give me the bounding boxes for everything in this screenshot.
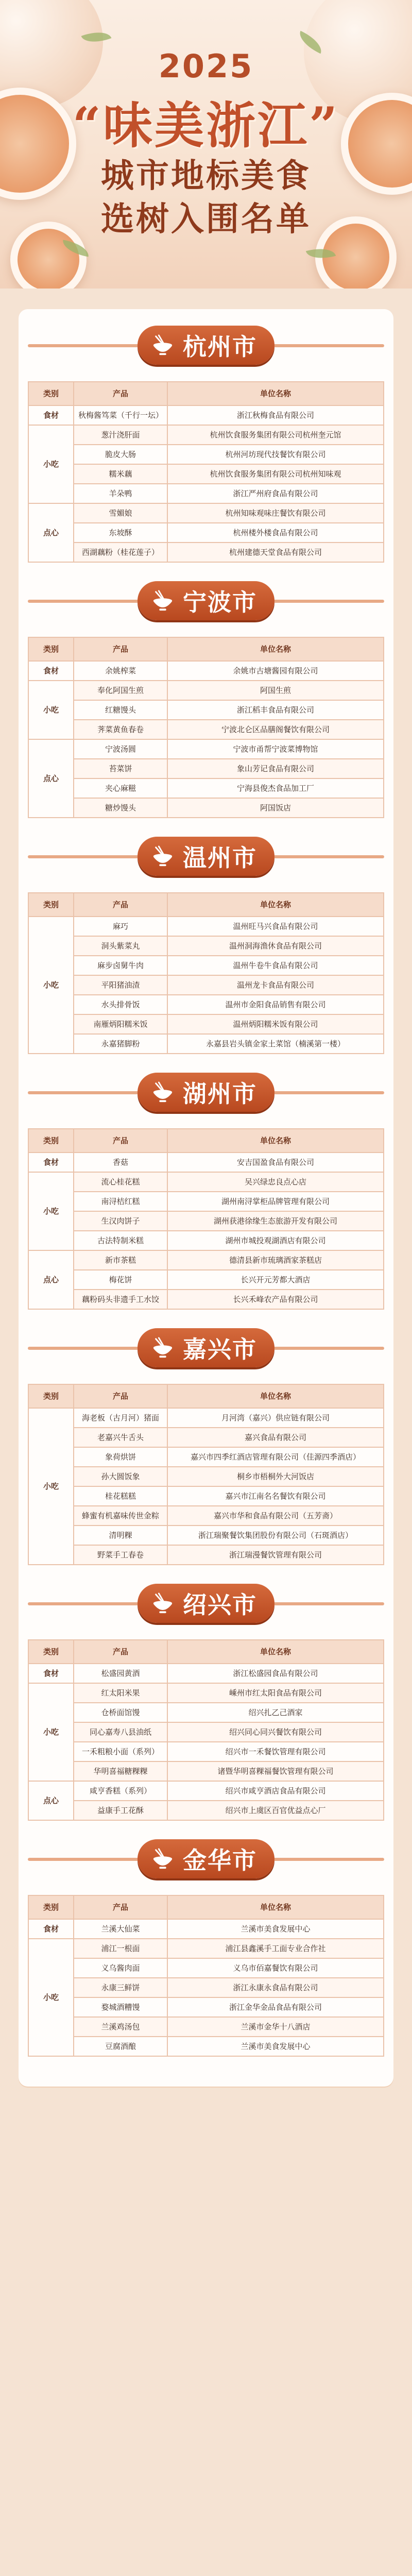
product-cell: 糯米藕 bbox=[74, 464, 167, 484]
table-header-row bbox=[28, 1895, 384, 1919]
product-cell: 南雁炳阳糯米饭 bbox=[74, 1014, 167, 1034]
product-cell: 蜂蜜有机嘉味传世金粽 bbox=[74, 1506, 167, 1526]
awardee-table bbox=[28, 1639, 384, 1821]
unit-cell: 绍兴市上虞区百官优益点心厂 bbox=[167, 1801, 384, 1820]
header-category: 类别 bbox=[28, 1384, 74, 1408]
product-cell: 浦江一根面 bbox=[74, 1939, 167, 1958]
product-cell: 梅花饼 bbox=[74, 1270, 167, 1290]
table-row bbox=[28, 1683, 384, 1703]
header-unit: 单位名称 bbox=[167, 1895, 384, 1919]
category-cell: 食材 bbox=[28, 1153, 74, 1172]
city-name: 嘉兴市 bbox=[183, 1335, 257, 1363]
unit-cell: 温州旺马兴食品有限公司 bbox=[167, 917, 384, 936]
city-title-badge bbox=[138, 1839, 274, 1878]
product-cell: 平阳猪油渣 bbox=[74, 975, 167, 995]
awardee-table bbox=[28, 1128, 384, 1310]
unit-cell: 长兴开元芳都大酒店 bbox=[167, 1270, 384, 1290]
product-cell: 红糖馒头 bbox=[74, 700, 167, 720]
city-title-badge bbox=[138, 1584, 274, 1623]
hero-title bbox=[0, 155, 412, 241]
product-cell: 生汉肉饼子 bbox=[74, 1211, 167, 1231]
product-cell: 新市茶糕 bbox=[74, 1250, 167, 1270]
city-section bbox=[28, 321, 384, 563]
product-cell: 香菇 bbox=[74, 1153, 167, 1172]
header-ribbon bbox=[261, 1858, 384, 1861]
city-name: 金华市 bbox=[183, 1846, 257, 1874]
header-ribbon bbox=[28, 1602, 151, 1605]
product-cell: 流心桂花糕 bbox=[74, 1172, 167, 1192]
city-title-badge bbox=[138, 581, 274, 620]
table-row bbox=[28, 503, 384, 523]
table-row bbox=[28, 1231, 384, 1250]
city-section bbox=[28, 577, 384, 818]
product-cell: 荠菜黄鱼春卷 bbox=[74, 720, 167, 739]
product-cell: 清明粿 bbox=[74, 1526, 167, 1545]
unit-cell: 浦江县鑫溪手工面专业合作社 bbox=[167, 1939, 384, 1958]
city-title-badge bbox=[138, 326, 274, 365]
table-header-row bbox=[28, 382, 384, 405]
city-section bbox=[28, 1580, 384, 1821]
header-category: 类别 bbox=[28, 382, 74, 405]
product-cell: 咸亨香糕（系列） bbox=[74, 1781, 167, 1801]
table-row bbox=[28, 1467, 384, 1486]
city-header bbox=[28, 1580, 384, 1628]
unit-cell: 桐乡市梧桐外大河饭店 bbox=[167, 1467, 384, 1486]
table-row bbox=[28, 1939, 384, 1958]
unit-cell: 浙江瑞聚餐饮集团股份有限公司（石斑酒店） bbox=[167, 1526, 384, 1545]
product-cell: 永康三鲜饼 bbox=[74, 1978, 167, 1997]
hero-year: 2025 bbox=[158, 47, 254, 85]
table-row bbox=[28, 1447, 384, 1467]
table-row bbox=[28, 995, 384, 1014]
city-title-badge bbox=[138, 1328, 274, 1367]
table-row bbox=[28, 1428, 384, 1447]
product-cell: 兰溪大仙菜 bbox=[74, 1919, 167, 1939]
unit-cell: 余姚市古塘酱园有限公司 bbox=[167, 661, 384, 681]
awardee-table bbox=[28, 637, 384, 818]
table-row bbox=[28, 1978, 384, 1997]
unit-cell: 象山芳记食品有限公司 bbox=[167, 759, 384, 778]
unit-cell: 安吉国盈食品有限公司 bbox=[167, 1153, 384, 1172]
table-row bbox=[28, 1211, 384, 1231]
city-name: 湖州市 bbox=[183, 1080, 257, 1108]
table-row bbox=[28, 1526, 384, 1545]
awardee-table bbox=[28, 1384, 384, 1565]
table-row bbox=[28, 1958, 384, 1978]
city-section bbox=[28, 1324, 384, 1565]
table-row bbox=[28, 720, 384, 739]
header-ribbon bbox=[28, 344, 151, 347]
unit-cell: 温州市金阳食品销售有限公司 bbox=[167, 995, 384, 1014]
product-cell: 麻巧 bbox=[74, 917, 167, 936]
category-cell: 点心 bbox=[28, 739, 74, 818]
city-name: 温州市 bbox=[183, 844, 257, 872]
header-product: 产品 bbox=[74, 1640, 167, 1664]
header-product: 产品 bbox=[74, 1384, 167, 1408]
table-row bbox=[28, 1408, 384, 1428]
city-header bbox=[28, 321, 384, 370]
product-cell: 水头排骨饭 bbox=[74, 995, 167, 1014]
header-ribbon bbox=[28, 1347, 151, 1350]
table-row bbox=[28, 1742, 384, 1761]
city-section bbox=[28, 833, 384, 1054]
unit-cell: 嘉兴食品有限公司 bbox=[167, 1428, 384, 1447]
product-cell: 兰溪鸡汤包 bbox=[74, 2017, 167, 2037]
table-row bbox=[28, 543, 384, 562]
product-cell: 南浔桔红糕 bbox=[74, 1192, 167, 1211]
unit-cell: 浙江秋梅食品有限公司 bbox=[167, 405, 384, 425]
category-cell: 小吃 bbox=[28, 1408, 74, 1565]
page-footer-space bbox=[0, 2087, 412, 2117]
table-row bbox=[28, 445, 384, 464]
header-ribbon bbox=[261, 600, 384, 603]
rice-bowl-icon bbox=[151, 1591, 175, 1615]
unit-cell: 温州洞海渔休食品有限公司 bbox=[167, 936, 384, 956]
unit-cell: 义乌市佰嘉餐饮有限公司 bbox=[167, 1958, 384, 1978]
unit-cell: 浙江严州府食品有限公司 bbox=[167, 484, 384, 503]
header-product: 产品 bbox=[74, 893, 167, 917]
unit-cell: 嵊州市红太阳食品有限公司 bbox=[167, 1683, 384, 1703]
table-row bbox=[28, 956, 384, 975]
product-cell: 羊朵鸭 bbox=[74, 484, 167, 503]
unit-cell: 杭州河坊现代技餐饮有限公司 bbox=[167, 445, 384, 464]
unit-cell: 杭州饮食服务集团有限公司杭州知味观 bbox=[167, 464, 384, 484]
table-row bbox=[28, 681, 384, 700]
unit-cell: 嘉兴市华和食品有限公司（五芳斋） bbox=[167, 1506, 384, 1526]
product-cell: 象荷烘饼 bbox=[74, 1447, 167, 1467]
header-ribbon bbox=[261, 1347, 384, 1350]
unit-cell: 绍兴同心同兴餐饮有限公司 bbox=[167, 1722, 384, 1742]
table-row bbox=[28, 1192, 384, 1211]
product-cell: 永嘉猪脚粉 bbox=[74, 1034, 167, 1054]
header-ribbon bbox=[261, 1602, 384, 1605]
unit-cell: 兰溪市美食发展中心 bbox=[167, 2037, 384, 2056]
header-unit: 单位名称 bbox=[167, 637, 384, 661]
unit-cell: 湖州获港徐缘生态旅游开发有限公司 bbox=[167, 1211, 384, 1231]
category-cell: 食材 bbox=[28, 405, 74, 425]
product-cell: 海老板（古月河）猪面 bbox=[74, 1408, 167, 1428]
table-row bbox=[28, 484, 384, 503]
product-cell: 婺城酒糟馒 bbox=[74, 1997, 167, 2017]
header-unit: 单位名称 bbox=[167, 1129, 384, 1153]
unit-cell: 阿国饭店 bbox=[167, 798, 384, 818]
category-cell: 食材 bbox=[28, 1664, 74, 1683]
unit-cell: 嘉兴市江南名名餐饮有限公司 bbox=[167, 1486, 384, 1506]
table-row bbox=[28, 1781, 384, 1801]
product-cell: 义乌酱肉面 bbox=[74, 1958, 167, 1978]
product-cell: 藕粉码头非遗手工水饺 bbox=[74, 1290, 167, 1309]
category-cell: 点心 bbox=[28, 1250, 74, 1309]
city-name: 宁波市 bbox=[183, 588, 257, 616]
table-row bbox=[28, 700, 384, 720]
product-cell: 秋梅酱笃菜（千行一坛） bbox=[74, 405, 167, 425]
product-cell: 老嘉兴牛舌头 bbox=[74, 1428, 167, 1447]
table-header-row bbox=[28, 1640, 384, 1664]
header-category: 类别 bbox=[28, 1129, 74, 1153]
city-header bbox=[28, 833, 384, 881]
table-row bbox=[28, 1703, 384, 1722]
hero-title-line1: 城市地标美食 bbox=[101, 157, 311, 195]
city-title-badge bbox=[138, 837, 274, 876]
table-row bbox=[28, 1919, 384, 1939]
header-product: 产品 bbox=[74, 1895, 167, 1919]
product-cell: 益康手工花酥 bbox=[74, 1801, 167, 1820]
awardee-table bbox=[28, 892, 384, 1054]
header-category: 类别 bbox=[28, 893, 74, 917]
product-cell: 华明喜福糖粿粿 bbox=[74, 1761, 167, 1781]
category-cell: 食材 bbox=[28, 661, 74, 681]
category-cell: 小吃 bbox=[28, 1939, 74, 2056]
city-name: 杭州市 bbox=[183, 333, 257, 361]
city-header bbox=[28, 577, 384, 625]
rice-bowl-icon bbox=[151, 1336, 175, 1360]
header-unit: 单位名称 bbox=[167, 1640, 384, 1664]
city-name: 绍兴市 bbox=[183, 1591, 257, 1619]
table-row bbox=[28, 1250, 384, 1270]
awardee-table bbox=[28, 1895, 384, 2057]
header-product: 产品 bbox=[74, 382, 167, 405]
product-cell: 奉化阿国生煎 bbox=[74, 681, 167, 700]
product-cell: 麻步卤舅牛肉 bbox=[74, 956, 167, 975]
table-row bbox=[28, 1290, 384, 1309]
category-cell: 食材 bbox=[28, 1919, 74, 1939]
hero-slogan: “味美浙江” bbox=[72, 96, 340, 155]
unit-cell: 宁波北仑区品膳阁餐饮有限公司 bbox=[167, 720, 384, 739]
category-cell: 点心 bbox=[28, 1781, 74, 1820]
table-header-row bbox=[28, 637, 384, 661]
product-cell: 红太阳米果 bbox=[74, 1683, 167, 1703]
product-cell: 洞头紫菜丸 bbox=[74, 936, 167, 956]
product-cell: 仓桥面馆馒 bbox=[74, 1703, 167, 1722]
table-row bbox=[28, 1270, 384, 1290]
header-category: 类别 bbox=[28, 637, 74, 661]
product-cell: 古法特制米糕 bbox=[74, 1231, 167, 1250]
rice-bowl-icon bbox=[151, 1080, 175, 1104]
table-row bbox=[28, 1506, 384, 1526]
product-cell: 豆腐酒酿 bbox=[74, 2037, 167, 2056]
table-row bbox=[28, 405, 384, 425]
header-ribbon bbox=[28, 1858, 151, 1861]
table-row bbox=[28, 917, 384, 936]
header-ribbon bbox=[261, 1091, 384, 1094]
unit-cell: 杭州饮食服务集团有限公司杭州奎元馆 bbox=[167, 425, 384, 445]
unit-cell: 嘉兴市四季红酒店管理有限公司（佳源四季酒店） bbox=[167, 1447, 384, 1467]
city-header bbox=[28, 1069, 384, 1117]
city-section bbox=[28, 1069, 384, 1310]
table-header-row bbox=[28, 893, 384, 917]
table-row bbox=[28, 759, 384, 778]
rice-bowl-icon bbox=[151, 333, 175, 357]
header-category: 类别 bbox=[28, 1895, 74, 1919]
header-ribbon bbox=[28, 600, 151, 603]
product-cell: 一禾粗粮小面（系列） bbox=[74, 1742, 167, 1761]
table-row bbox=[28, 425, 384, 445]
unit-cell: 绍兴扎乙己酒家 bbox=[167, 1703, 384, 1722]
table-row bbox=[28, 1172, 384, 1192]
unit-cell: 浙江松盛园食品有限公司 bbox=[167, 1664, 384, 1683]
product-cell: 葱汁浇肝面 bbox=[74, 425, 167, 445]
table-row bbox=[28, 1761, 384, 1781]
unit-cell: 月河湾（嘉兴）供应链有限公司 bbox=[167, 1408, 384, 1428]
table-row bbox=[28, 798, 384, 818]
unit-cell: 浙江瑞漫餐饮管理有限公司 bbox=[167, 1545, 384, 1565]
header-category: 类别 bbox=[28, 1640, 74, 1664]
header-ribbon bbox=[261, 344, 384, 347]
table-row bbox=[28, 739, 384, 759]
category-cell: 小吃 bbox=[28, 917, 74, 1054]
product-cell: 夹心麻糍 bbox=[74, 778, 167, 798]
unit-cell: 长兴禾峰农产品有限公司 bbox=[167, 1290, 384, 1309]
rice-bowl-icon bbox=[151, 1847, 175, 1871]
table-header-row bbox=[28, 1384, 384, 1408]
category-cell: 小吃 bbox=[28, 1683, 74, 1781]
hero-banner bbox=[0, 0, 412, 289]
table-row bbox=[28, 2017, 384, 2037]
table-row bbox=[28, 936, 384, 956]
list-card bbox=[19, 309, 393, 2087]
unit-cell: 绍兴市咸亨酒店食品有限公司 bbox=[167, 1781, 384, 1801]
table-row bbox=[28, 523, 384, 543]
header-unit: 单位名称 bbox=[167, 893, 384, 917]
product-cell: 孙大圆饭象 bbox=[74, 1467, 167, 1486]
header-ribbon bbox=[261, 855, 384, 858]
product-cell: 余姚榨菜 bbox=[74, 661, 167, 681]
city-header bbox=[28, 1324, 384, 1372]
unit-cell: 兰溪市美食发展中心 bbox=[167, 1919, 384, 1939]
city-section bbox=[28, 1835, 384, 2057]
rice-bowl-icon bbox=[151, 589, 175, 613]
unit-cell: 德清县新市琉璃酒家茶糕店 bbox=[167, 1250, 384, 1270]
table-row bbox=[28, 464, 384, 484]
unit-cell: 诸暨华明喜粿福餐饮管理有限公司 bbox=[167, 1761, 384, 1781]
product-cell: 同心嘉寿八县油纸 bbox=[74, 1722, 167, 1742]
product-cell: 苔菜饼 bbox=[74, 759, 167, 778]
category-cell: 小吃 bbox=[28, 425, 74, 503]
product-cell: 野菜手工春卷 bbox=[74, 1545, 167, 1565]
table-row bbox=[28, 1486, 384, 1506]
table-row bbox=[28, 1801, 384, 1820]
unit-cell: 湖州市城投观湖酒店有限公司 bbox=[167, 1231, 384, 1250]
unit-cell: 杭州楼外楼食品有限公司 bbox=[167, 523, 384, 543]
header-product: 产品 bbox=[74, 637, 167, 661]
table-row bbox=[28, 1153, 384, 1172]
unit-cell: 阿国生煎 bbox=[167, 681, 384, 700]
unit-cell: 温州牛卷牛食品有限公司 bbox=[167, 956, 384, 975]
rice-bowl-icon bbox=[151, 844, 175, 868]
header-unit: 单位名称 bbox=[167, 382, 384, 405]
product-cell: 雪媚娘 bbox=[74, 503, 167, 523]
unit-cell: 绍兴市一禾餐饮管理有限公司 bbox=[167, 1742, 384, 1761]
category-cell: 点心 bbox=[28, 503, 74, 562]
unit-cell: 温州龙卡食品有限公司 bbox=[167, 975, 384, 995]
unit-cell: 吴兴绿忠良点心店 bbox=[167, 1172, 384, 1192]
table-row bbox=[28, 1545, 384, 1565]
product-cell: 宁波汤圆 bbox=[74, 739, 167, 759]
table-row bbox=[28, 1722, 384, 1742]
header-ribbon bbox=[28, 855, 151, 858]
unit-cell: 湖州南浔掌柜品牌管理有限公司 bbox=[167, 1192, 384, 1211]
awardee-table bbox=[28, 381, 384, 563]
table-row bbox=[28, 1034, 384, 1054]
unit-cell: 浙江金华金品食品有限公司 bbox=[167, 1997, 384, 2017]
header-ribbon bbox=[28, 1091, 151, 1094]
unit-cell: 杭州知味观味庄餐饮有限公司 bbox=[167, 503, 384, 523]
table-row bbox=[28, 1997, 384, 2017]
unit-cell: 永嘉县岩头镇金家土菜馆（楠溪第一楼） bbox=[167, 1034, 384, 1054]
city-header bbox=[28, 1835, 384, 1884]
table-row bbox=[28, 1014, 384, 1034]
unit-cell: 温州炳阳糯米饭有限公司 bbox=[167, 1014, 384, 1034]
unit-cell: 杭州建德天堂食品有限公司 bbox=[167, 543, 384, 562]
header-unit: 单位名称 bbox=[167, 1384, 384, 1408]
unit-cell: 宁波市甬帮宁波菜博物馆 bbox=[167, 739, 384, 759]
header-product: 产品 bbox=[74, 1129, 167, 1153]
category-cell: 小吃 bbox=[28, 1172, 74, 1250]
table-row bbox=[28, 778, 384, 798]
hero-title-line2: 选树入围名单 bbox=[101, 200, 311, 239]
product-cell: 东坡酥 bbox=[74, 523, 167, 543]
table-row bbox=[28, 1664, 384, 1683]
product-cell: 西湖藕粉（桂花莲子） bbox=[74, 543, 167, 562]
category-cell: 小吃 bbox=[28, 681, 74, 739]
product-cell: 脆皮大肠 bbox=[74, 445, 167, 464]
table-row bbox=[28, 2037, 384, 2056]
unit-cell: 宁海县俊杰食品加工厂 bbox=[167, 778, 384, 798]
product-cell: 糖炒馒头 bbox=[74, 798, 167, 818]
unit-cell: 浙江稻丰食品有限公司 bbox=[167, 700, 384, 720]
unit-cell: 兰溪市金华十八酒店 bbox=[167, 2017, 384, 2037]
city-title-badge bbox=[138, 1073, 274, 1112]
unit-cell: 浙江永康永食品有限公司 bbox=[167, 1978, 384, 1997]
table-row bbox=[28, 975, 384, 995]
table-row bbox=[28, 661, 384, 681]
product-cell: 松盛园黄酒 bbox=[74, 1664, 167, 1683]
table-header-row bbox=[28, 1129, 384, 1153]
product-cell: 桂花糕糕 bbox=[74, 1486, 167, 1506]
